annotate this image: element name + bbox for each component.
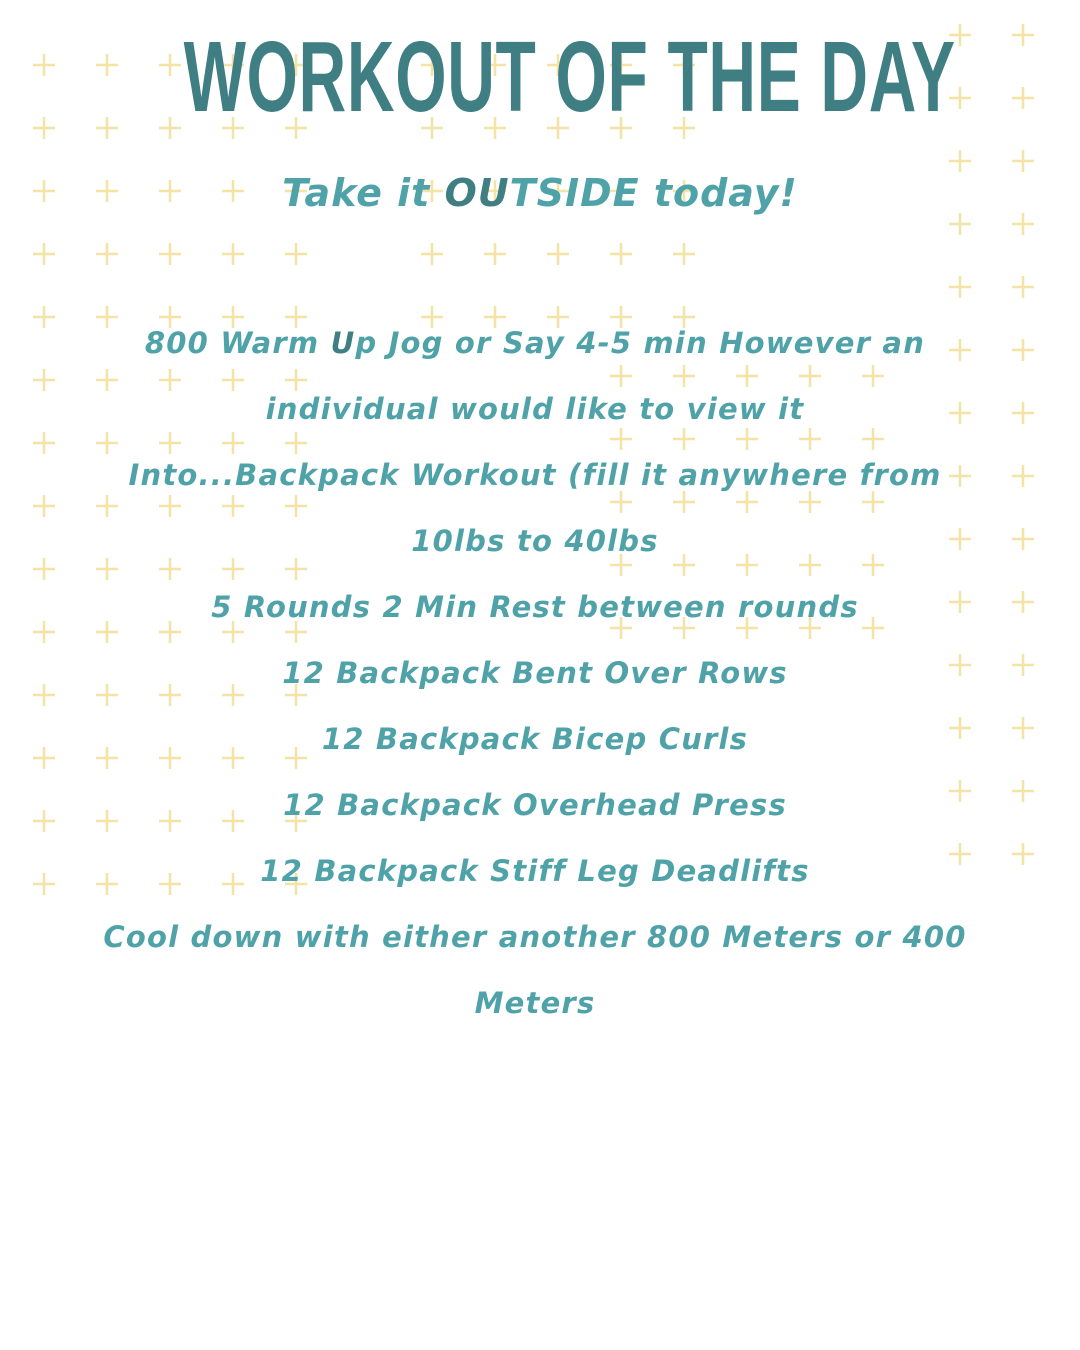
plus-mark bbox=[1012, 843, 1034, 865]
instruction-line-10: Cool down with either another 800 Meters or 400 bbox=[103, 920, 967, 954]
instruction-line-4: 10lbs to 40lbs bbox=[411, 524, 659, 558]
subtitle-part-1: Take it bbox=[282, 171, 445, 215]
plus-mark bbox=[159, 117, 181, 139]
plus-mark bbox=[33, 243, 55, 265]
plus-mark bbox=[610, 243, 632, 265]
instruction-line-1 bbox=[100, 310, 970, 376]
plus-mark bbox=[33, 369, 55, 391]
plus-mark bbox=[1012, 528, 1034, 550]
plus-mark bbox=[33, 558, 55, 580]
plus-mark bbox=[1012, 339, 1034, 361]
plus-mark bbox=[1012, 402, 1034, 424]
plus-mark bbox=[484, 243, 506, 265]
plus-mark bbox=[1012, 276, 1034, 298]
plus-mark bbox=[159, 243, 181, 265]
plus-mark bbox=[33, 432, 55, 454]
plus-mark bbox=[1012, 24, 1034, 46]
plus-mark bbox=[421, 243, 443, 265]
line-1-emphasis: U bbox=[330, 326, 356, 360]
instruction-line-5: 5 Rounds 2 Min Rest between rounds bbox=[211, 590, 859, 624]
plus-mark bbox=[33, 684, 55, 706]
plus-mark bbox=[33, 117, 55, 139]
plus-mark bbox=[1012, 654, 1034, 676]
plus-mark bbox=[96, 117, 118, 139]
plus-mark bbox=[33, 621, 55, 643]
plus-mark bbox=[949, 276, 971, 298]
plus-mark bbox=[1012, 87, 1034, 109]
plus-mark bbox=[673, 243, 695, 265]
instruction-line-3: Into...Backpack Workout (fill it anywhere from bbox=[128, 458, 942, 492]
plus-mark bbox=[1012, 780, 1034, 802]
plus-mark bbox=[96, 54, 118, 76]
subtitle-part-2: TSIDE today! bbox=[509, 171, 798, 215]
plus-mark bbox=[33, 306, 55, 328]
instruction-line-7: 12 Backpack Bicep Curls bbox=[321, 722, 749, 756]
plus-mark bbox=[33, 495, 55, 517]
workout-instructions bbox=[100, 310, 970, 1036]
instruction-line-11: Meters bbox=[474, 986, 596, 1020]
instruction-line-9: 12 Backpack Stiff Leg Deadlifts bbox=[260, 854, 810, 888]
plus-mark bbox=[1012, 465, 1034, 487]
plus-mark bbox=[285, 243, 307, 265]
plus-mark bbox=[33, 810, 55, 832]
plus-mark bbox=[222, 243, 244, 265]
plus-mark bbox=[1012, 591, 1034, 613]
subtitle bbox=[0, 168, 1080, 218]
plus-mark bbox=[33, 54, 55, 76]
line-1-part-1: 800 Warm bbox=[144, 326, 331, 360]
plus-mark bbox=[547, 243, 569, 265]
plus-mark bbox=[96, 243, 118, 265]
plus-mark bbox=[1012, 717, 1034, 739]
instruction-line-6: 12 Backpack Bent Over Rows bbox=[282, 656, 788, 690]
plus-mark bbox=[33, 873, 55, 895]
plus-mark bbox=[33, 747, 55, 769]
page-title: WORKOUT OF THE DAY bbox=[183, 21, 956, 133]
subtitle-emphasis: OU bbox=[444, 171, 510, 215]
plus-mark bbox=[159, 54, 181, 76]
line-1-part-2: p Jog or Say 4-5 min However an bbox=[355, 326, 926, 360]
instruction-line-2: individual would like to view it bbox=[265, 392, 805, 426]
instruction-line-8: 12 Backpack Overhead Press bbox=[283, 788, 787, 822]
